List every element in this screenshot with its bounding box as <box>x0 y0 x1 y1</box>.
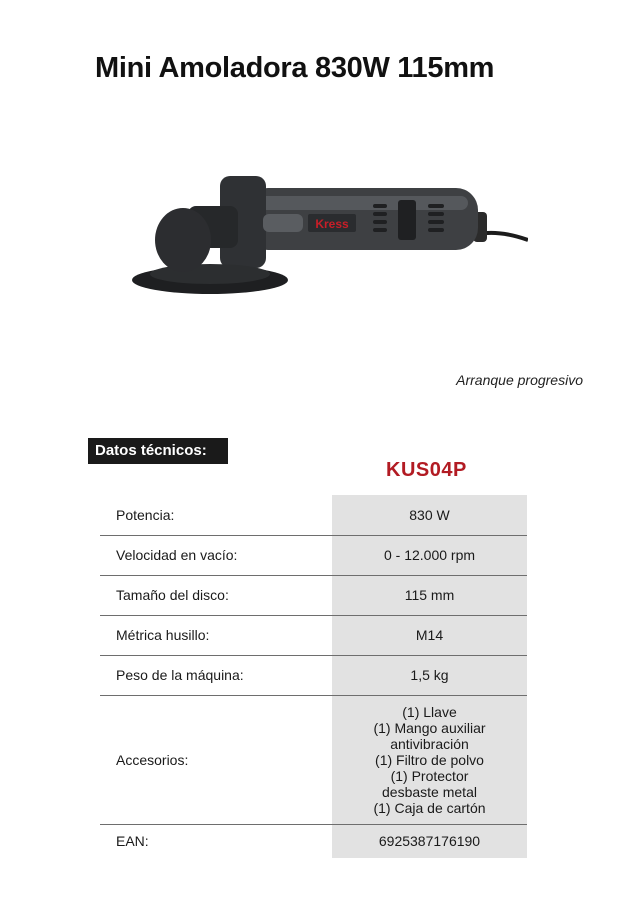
accessory-line: (1) Protector <box>390 767 469 784</box>
spec-row-accesorios <box>100 695 527 824</box>
spec-label: Tamaño del disco: <box>116 587 229 603</box>
spec-label: Velocidad en vacío: <box>116 547 238 563</box>
feature-caption: Arranque progresivo <box>456 372 583 388</box>
accessory-line: desbaste metal <box>382 783 477 800</box>
spec-label: Accesorios: <box>116 751 189 768</box>
angle-grinder-image <box>128 168 528 308</box>
spec-label: Peso de la máquina: <box>116 667 244 683</box>
kress-logo-text: Kress <box>315 217 349 231</box>
spec-value-list <box>332 695 527 824</box>
section-label: Datos técnicos: <box>88 438 228 464</box>
spec-value: 0 - 12.000 rpm <box>332 535 527 575</box>
spec-value: M14 <box>332 615 527 655</box>
spec-row-ean <box>100 824 527 858</box>
spec-label: EAN: <box>116 833 149 850</box>
page-title: Mini Amoladora 830W 115mm <box>95 52 495 84</box>
model-code: KUS04P <box>386 459 467 481</box>
spec-value: 115 mm <box>332 575 527 615</box>
spec-label: Potencia: <box>116 506 175 523</box>
spec-label: Métrica husillo: <box>116 627 210 643</box>
spec-value: 1,5 kg <box>332 655 527 695</box>
accessory-line: (1) Filtro de polvo <box>375 751 484 768</box>
spec-row-metrica <box>100 615 527 655</box>
accessory-line: antivibración <box>390 735 469 752</box>
spec-row-tamano-disco <box>100 575 527 615</box>
spec-row-velocidad <box>100 535 527 575</box>
spec-value: 6925387176190 <box>332 824 527 858</box>
spec-row-potencia <box>100 495 527 535</box>
accessory-line: (1) Mango auxiliar <box>373 719 486 736</box>
spec-table <box>100 495 527 858</box>
spec-value: 830 W <box>332 495 527 535</box>
accessory-line: (1) Caja de cartón <box>373 799 486 816</box>
accessory-line: (1) Llave <box>402 703 457 720</box>
spec-row-peso <box>100 655 527 695</box>
